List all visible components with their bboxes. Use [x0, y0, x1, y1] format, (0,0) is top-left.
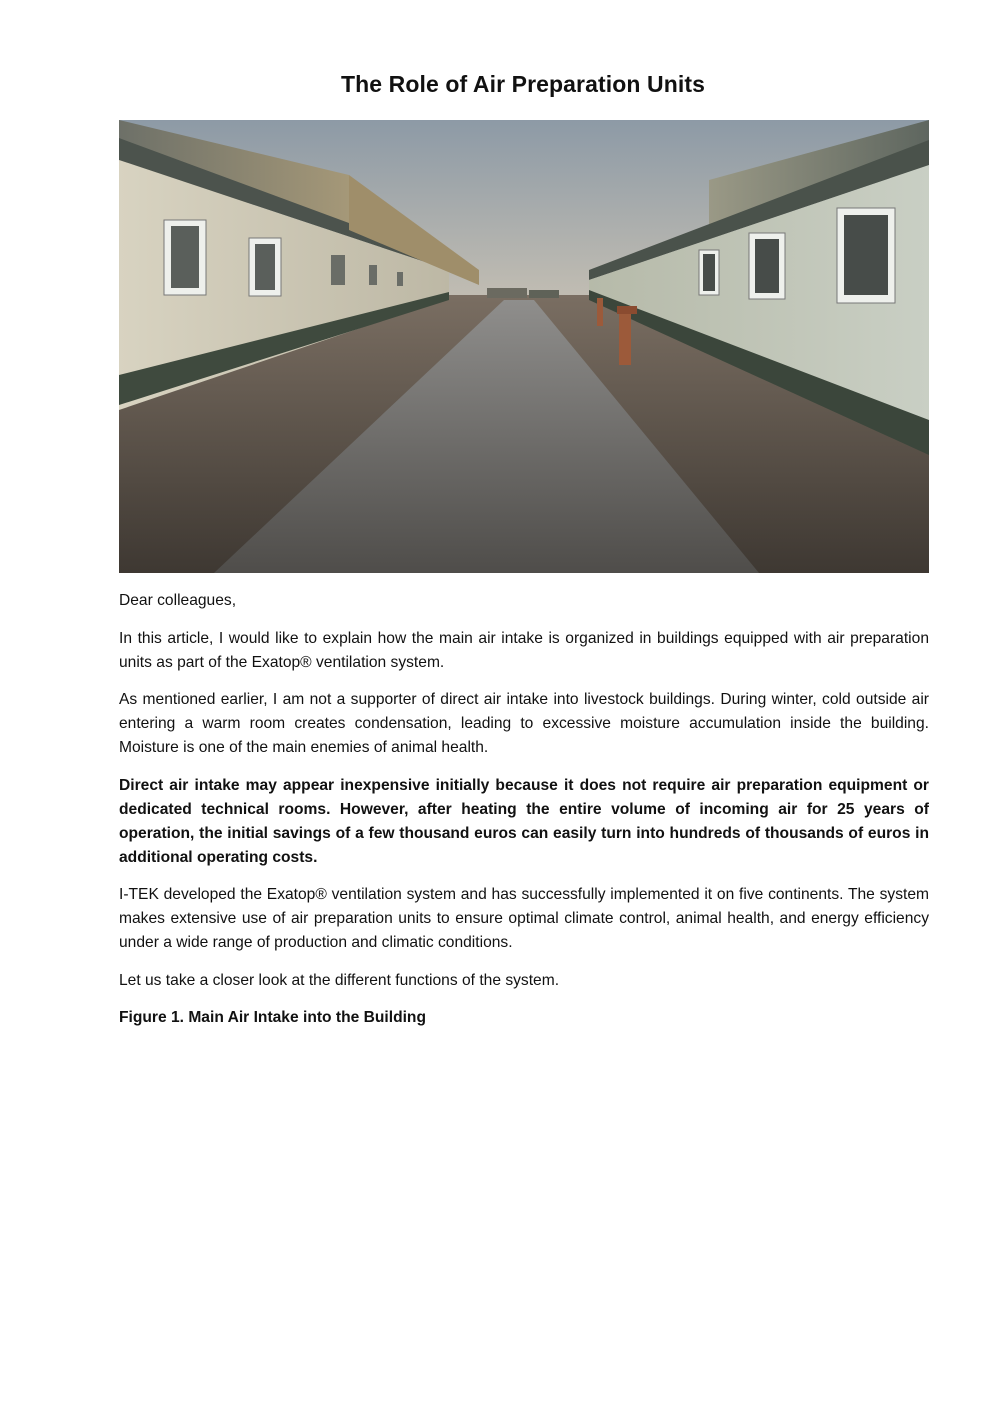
- cost-note-paragraph: Direct air intake may appear inexpensive initially because it does not require air preparation equipment or dedicated technical rooms. However, after heating the entire volume of incoming air for 25 years of operation, the initial savings of a few thousand euros can easily turn into hundreds of thousands of euros in additional operating costs.: [119, 776, 929, 866]
- livestock-buildings-photo: [119, 120, 929, 573]
- itek-paragraph: I-TEK developed the Exatop® ventilation system and has successfully implemented it on five continents. The system makes extensive use of air preparation units to ensure optimal climate control, animal health, and energy efficiency under a wide range of production and climatic conditions.: [119, 886, 929, 951]
- intro-paragraph: In this article, I would like to explain how the main air intake is organized in buildings equipped with air preparation units as part of the Exatop® ventilation system.: [119, 629, 929, 671]
- figure-caption: Figure 1. Main Air Intake into the Building: [119, 1009, 426, 1026]
- greeting-paragraph: Dear colleagues,: [119, 592, 237, 609]
- page-title: The Role of Air Preparation Units: [340, 71, 706, 97]
- closer-look-paragraph: Let us take a closer look at the different functions of the system.: [119, 971, 560, 989]
- article-body: [119, 589, 929, 1044]
- direct-intake-paragraph: As mentioned earlier, I am not a supporter of direct air intake into livestock buildings. During winter, cold outside air entering a warm room creates condensation, leading to excessive moisture accumulation inside the building. Moisture is one of the main enemies of animal health.: [119, 691, 929, 756]
